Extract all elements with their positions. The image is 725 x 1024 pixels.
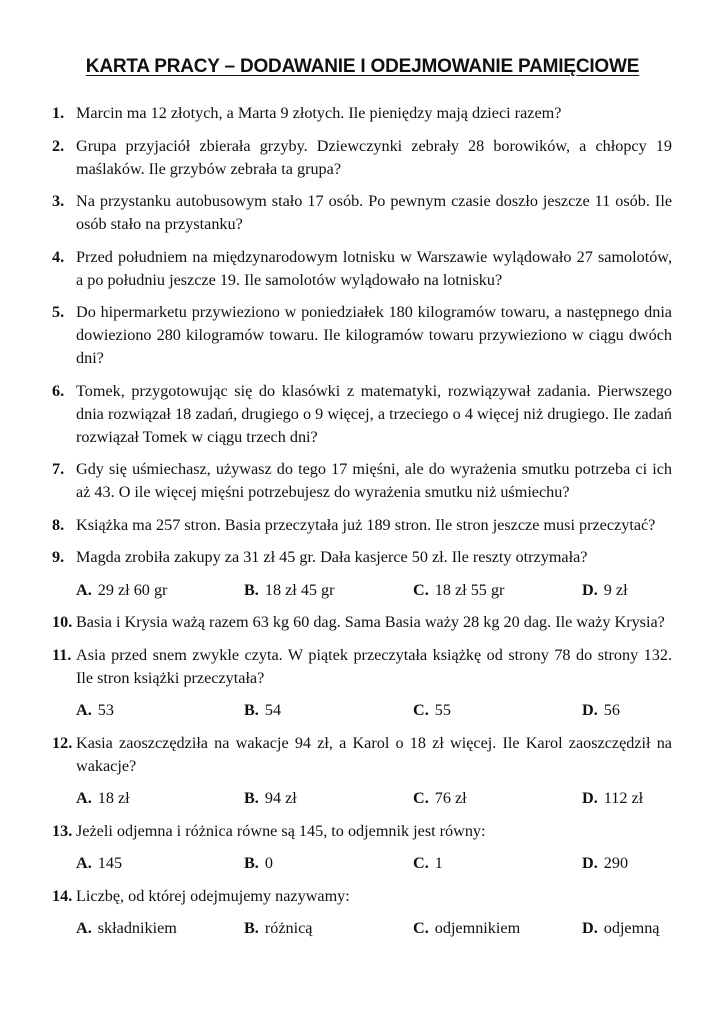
answer-option xyxy=(582,699,620,722)
answer-option xyxy=(76,787,130,810)
question-item xyxy=(52,380,672,449)
answer-value: 29 zł 60 gr xyxy=(97,580,168,599)
answer-letter: B. xyxy=(244,919,259,937)
answer-value: 18 zł xyxy=(97,789,130,807)
answer-value: 94 zł xyxy=(264,789,297,807)
answer-option xyxy=(582,852,628,875)
question-item xyxy=(52,135,672,181)
answer-option xyxy=(413,579,504,602)
answer-options xyxy=(52,579,672,602)
question-text: Liczbę, od której odejmujemy nazywamy: xyxy=(76,886,350,905)
question-item xyxy=(52,820,672,843)
answer-option xyxy=(76,852,122,875)
question-item xyxy=(52,644,672,690)
answer-letter: D. xyxy=(582,789,598,807)
question-list xyxy=(52,102,672,950)
answer-option xyxy=(413,852,443,875)
answer-value: różnicą xyxy=(264,919,313,937)
page-title: KARTA PRACY – DODAWANIE I ODEJMOWANIE PAMIĘCIOWE xyxy=(85,56,640,77)
question-text: Książka ma 257 stron. Basia przeczytała już 189 stron. Ile stron jeszcze musi przeczytać? xyxy=(76,515,656,534)
answer-value: 76 zł xyxy=(434,789,467,807)
answer-letter: D. xyxy=(582,580,598,599)
answer-letter: D. xyxy=(582,854,598,872)
question-item xyxy=(52,246,672,292)
answer-value: odjemną xyxy=(603,919,660,937)
question-text: Do hipermarketu przywieziono w poniedziałek 180 kilogramów towaru, a następnego dnia dowieziono 280 kilogramów towaru. Ile kilogramów towaru przywieziono w ciągu dwóch dni? xyxy=(76,303,672,367)
answer-option xyxy=(244,787,297,810)
answer-value: 53 xyxy=(97,701,114,719)
question-text: Tomek, przygotowując się do klasówki z matematyki, rozwiązywał zadania. Pierwszego dnia rozwiązał 18 zadań, drugiego o 9 więcej, a trzeciego o 4 więcej niż drugiego. Ile zadań rozwiązał Tomek w ciągu trzech dni? xyxy=(76,381,672,446)
answer-option xyxy=(76,917,177,940)
question-number: 3. xyxy=(52,192,65,210)
question-item xyxy=(52,301,672,370)
question-number: 2. xyxy=(52,136,65,155)
answer-option xyxy=(76,579,167,602)
answer-option xyxy=(244,579,335,602)
question-item xyxy=(52,611,672,634)
answer-value: odjemnikiem xyxy=(434,919,521,937)
answer-options xyxy=(52,852,672,875)
answer-value: 9 zł xyxy=(603,580,628,599)
answer-letter: D. xyxy=(582,701,598,719)
answer-letter: B. xyxy=(244,854,259,872)
question-item xyxy=(52,732,672,778)
answer-letter: A. xyxy=(76,580,92,599)
answer-option xyxy=(244,852,273,875)
answer-options xyxy=(52,699,672,722)
answer-option xyxy=(413,699,451,722)
answer-value: 56 xyxy=(603,701,620,719)
question-text: Jeżeli odjemna i różnica równe są 145, to odjemnik jest równy: xyxy=(76,821,486,840)
answer-value: 1 xyxy=(434,854,443,872)
answer-letter: C. xyxy=(413,701,429,719)
answer-letter: A. xyxy=(76,854,92,872)
answer-option xyxy=(76,699,114,722)
answer-letter: B. xyxy=(244,701,259,719)
question-item xyxy=(52,885,672,908)
answer-value: 145 xyxy=(97,854,123,872)
answer-option xyxy=(582,787,643,810)
answer-letter: C. xyxy=(413,789,429,807)
question-number: 13. xyxy=(52,821,73,840)
question-text: Magda zrobiła zakupy za 31 zł 45 gr. Dała kasjerce 50 zł. Ile reszty otrzymała? xyxy=(76,548,588,566)
answer-value: 55 xyxy=(434,701,451,719)
answer-letter: C. xyxy=(413,854,429,872)
answer-letter: C. xyxy=(413,919,429,937)
answer-letter: A. xyxy=(76,789,92,807)
answer-option xyxy=(582,579,628,602)
question-item xyxy=(52,102,672,125)
question-text: Grupa przyjaciół zbierała grzyby. Dziewczynki zebrały 28 borowików, a chłopcy 19 maślaków. Ile grzybów zebrała ta grupa? xyxy=(76,136,672,178)
answer-value: składnikiem xyxy=(97,919,177,937)
answer-letter: B. xyxy=(244,789,259,807)
question-item xyxy=(52,458,672,504)
question-number: 11. xyxy=(52,645,72,664)
answer-value: 0 xyxy=(264,854,273,872)
answer-options xyxy=(52,787,672,810)
question-text: Asia przed snem zwykle czyta. W piątek przeczytała książkę od strony 78 do strony 132. Ile stron książki przeczytała? xyxy=(76,645,672,687)
answer-value: 18 zł 45 gr xyxy=(264,580,335,599)
answer-option xyxy=(582,917,660,940)
question-text: Na przystanku autobusowym stało 17 osób. Po pewnym czasie doszło jeszcze 11 osób. Ile osób stało na przystanku? xyxy=(76,192,672,233)
answer-letter: C. xyxy=(413,580,429,599)
question-item xyxy=(52,514,672,537)
question-item xyxy=(52,190,672,236)
question-number: 5. xyxy=(52,303,65,321)
question-number: 7. xyxy=(52,460,65,478)
question-number: 8. xyxy=(52,515,65,534)
question-number: 12. xyxy=(52,733,73,752)
answer-letter: B. xyxy=(244,580,259,599)
answer-letter: D. xyxy=(582,919,598,937)
question-number: 6. xyxy=(52,381,65,400)
question-text: Marcin ma 12 złotych, a Marta 9 złotych. Ile pieniędzy mają dzieci razem? xyxy=(76,104,562,122)
question-text: Przed południem na międzynarodowym lotnisku w Warszawie wylądowało 27 samolotów, a po południu jeszcze 19. Ile samolotów wylądowało na lotnisku? xyxy=(76,247,672,289)
answer-options xyxy=(52,917,672,940)
question-text: Basia i Krysia ważą razem 63 kg 60 dag. Sama Basia waży 28 kg 20 dag. Ile waży Krysia? xyxy=(76,613,665,631)
answer-value: 54 xyxy=(264,701,282,719)
question-number: 14. xyxy=(52,886,73,905)
question-number: 1. xyxy=(52,104,65,122)
answer-option xyxy=(244,917,313,940)
question-number: 9. xyxy=(52,548,65,566)
answer-option xyxy=(244,699,281,722)
answer-letter: A. xyxy=(76,701,92,719)
question-number: 4. xyxy=(52,247,65,266)
answer-value: 112 zł xyxy=(603,789,644,807)
question-text: Kasia zaoszczędziła na wakacje 94 zł, a Karol o 18 zł więcej. Ile Karol zaoszczędził na wakacje? xyxy=(76,733,672,775)
answer-value: 290 xyxy=(603,854,629,872)
answer-option xyxy=(413,787,467,810)
question-item xyxy=(52,546,672,569)
question-text: Gdy się uśmiechasz, używasz do tego 17 mięśni, ale do wyrażenia smutku potrzeba ci ich aż 43. O ile więcej mięśni potrzebujesz do wyrażenia smutku niż uśmiechu? xyxy=(76,460,672,501)
answer-option xyxy=(413,917,520,940)
answer-value: 18 zł 55 gr xyxy=(434,580,505,599)
question-number: 10. xyxy=(52,613,73,631)
answer-letter: A. xyxy=(76,919,92,937)
